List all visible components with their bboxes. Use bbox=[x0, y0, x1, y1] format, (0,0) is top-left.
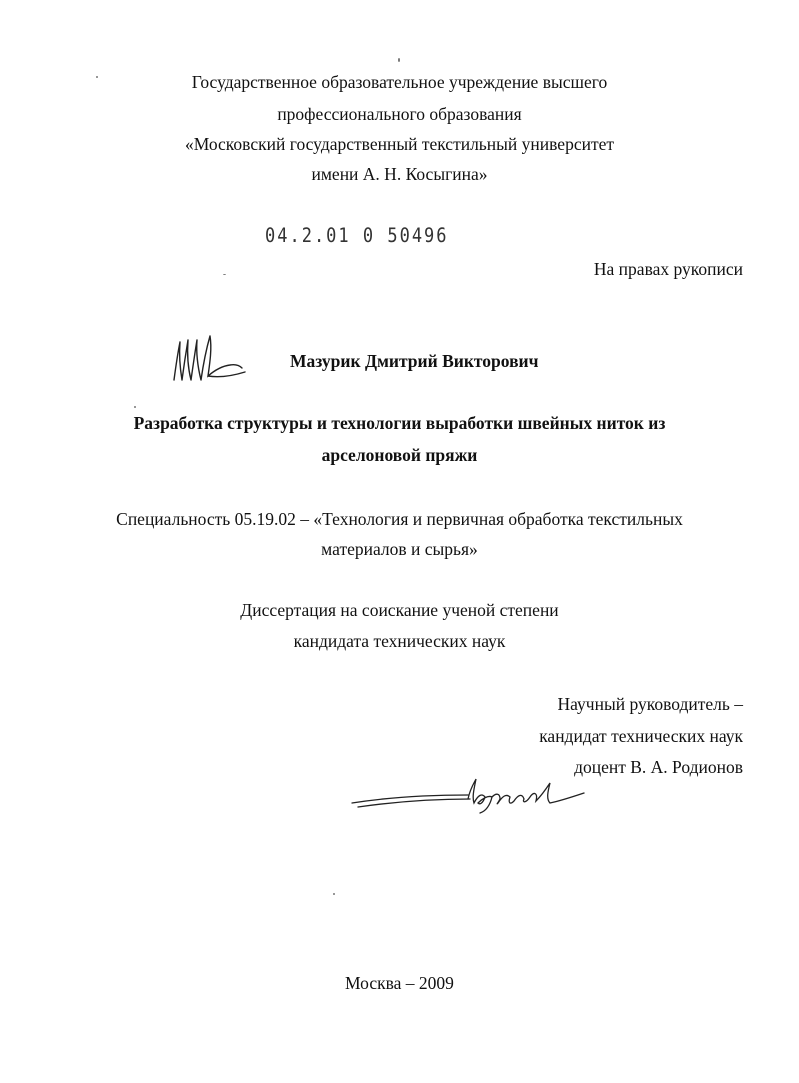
author-name: Мазурик Дмитрий Викторович bbox=[290, 351, 539, 371]
title-line-1: Разработка структуры и технологии выработки швейных ниток из bbox=[133, 413, 666, 433]
scan-speck bbox=[134, 406, 136, 408]
degree-line-1: Диссертация на соискание ученой степени bbox=[240, 600, 559, 620]
specialty-line-2: материалов и сырья» bbox=[321, 539, 478, 559]
supervisor-line-1: Научный руководитель – bbox=[557, 694, 743, 714]
specialty-line-1: Специальность 05.19.02 – «Технология и первичная обработка текстильных bbox=[116, 509, 683, 529]
institution-line-4: имени А. Н. Косыгина» bbox=[311, 164, 488, 184]
stamp-number: 04.2.01 0 50496 bbox=[265, 224, 449, 248]
degree-line-2: кандидата технических наук bbox=[293, 631, 506, 651]
author-signature bbox=[170, 330, 250, 390]
manuscript-rights: На правах рукописи bbox=[593, 259, 743, 279]
institution-line-3: «Московский государственный текстильный университет bbox=[184, 134, 615, 154]
supervisor-signature bbox=[350, 775, 590, 815]
scan-speck bbox=[96, 76, 98, 78]
city-year: Москва – 2009 bbox=[345, 973, 454, 993]
supervisor-line-2: кандидат технических наук bbox=[539, 726, 743, 746]
scan-speck bbox=[223, 274, 226, 275]
scan-speck bbox=[333, 893, 335, 895]
institution-line-1: Государственное образовательное учреждение высшего bbox=[191, 72, 608, 92]
supervisor-line-3: доцент В. А. Родионов bbox=[574, 757, 743, 777]
scan-speck bbox=[398, 58, 400, 62]
institution-line-2: профессионального образования bbox=[277, 104, 522, 124]
title-line-2: арселоновой пряжи bbox=[321, 445, 478, 465]
